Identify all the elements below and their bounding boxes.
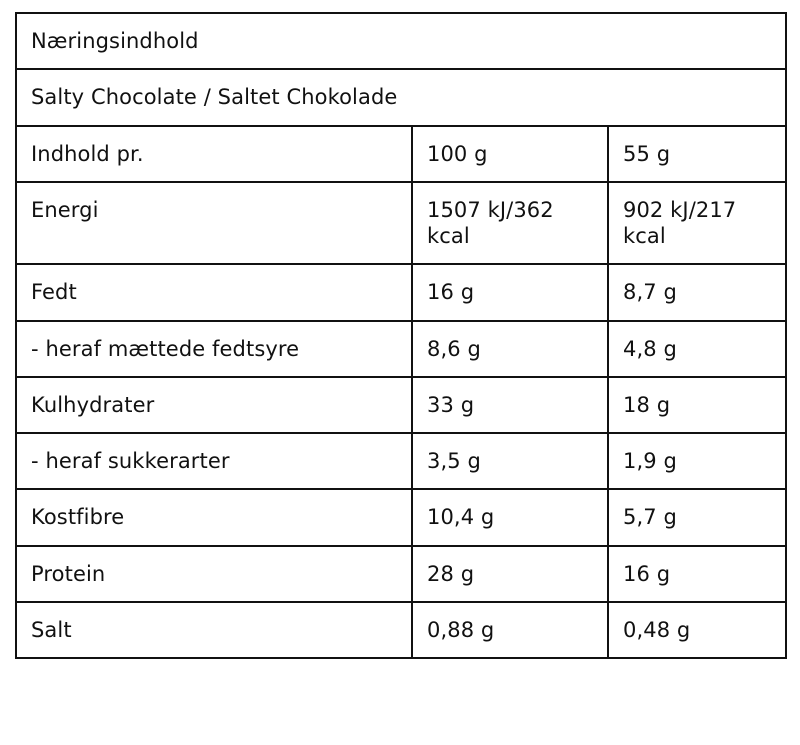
table-row	[16, 377, 786, 433]
table-row-title	[16, 13, 786, 69]
nutrient-value-100g: 3,5 g	[412, 433, 608, 489]
nutrient-value-serving: 16 g	[608, 546, 786, 602]
nutrient-value-serving: 5,7 g	[608, 489, 786, 545]
nutrient-value-serving: 4,8 g	[608, 321, 786, 377]
nutrient-value-100g: 0,88 g	[412, 602, 608, 658]
table-row	[16, 602, 786, 658]
column-header-label: Indhold pr.	[16, 126, 412, 182]
column-header-per-100g: 100 g	[412, 126, 608, 182]
nutrient-name: Kulhydrater	[16, 377, 412, 433]
nutrient-name: - heraf sukkerarter	[16, 433, 412, 489]
nutrient-value-100g: 33 g	[412, 377, 608, 433]
table-row-subtitle	[16, 69, 786, 125]
nutrient-value-serving: 902 kJ/217 kcal	[608, 182, 786, 265]
nutrient-value-serving: 8,7 g	[608, 264, 786, 320]
nutrient-value-100g: 8,6 g	[412, 321, 608, 377]
table-row	[16, 489, 786, 545]
nutrient-name: Protein	[16, 546, 412, 602]
nutrient-value-100g: 16 g	[412, 264, 608, 320]
column-header-per-serving: 55 g	[608, 126, 786, 182]
panel-title: Næringsindhold	[16, 13, 786, 69]
table-row	[16, 182, 786, 265]
table-row	[16, 321, 786, 377]
nutrient-value-100g: 10,4 g	[412, 489, 608, 545]
table-row	[16, 433, 786, 489]
nutrient-value-100g: 28 g	[412, 546, 608, 602]
panel-subtitle: Salty Chocolate / Saltet Chokolade	[16, 69, 786, 125]
nutrient-name: Salt	[16, 602, 412, 658]
nutrient-name: - heraf mættede fedtsyre	[16, 321, 412, 377]
nutrient-value-serving: 18 g	[608, 377, 786, 433]
nutrition-table	[15, 12, 787, 659]
nutrient-name: Kostfibre	[16, 489, 412, 545]
nutrient-value-serving: 0,48 g	[608, 602, 786, 658]
nutrition-panel	[0, 12, 800, 745]
table-row	[16, 546, 786, 602]
nutrient-name: Energi	[16, 182, 412, 265]
nutrient-value-100g: 1507 kJ/362 kcal	[412, 182, 608, 265]
nutrient-value-serving: 1,9 g	[608, 433, 786, 489]
table-header-row	[16, 126, 786, 182]
nutrient-name: Fedt	[16, 264, 412, 320]
table-row	[16, 264, 786, 320]
